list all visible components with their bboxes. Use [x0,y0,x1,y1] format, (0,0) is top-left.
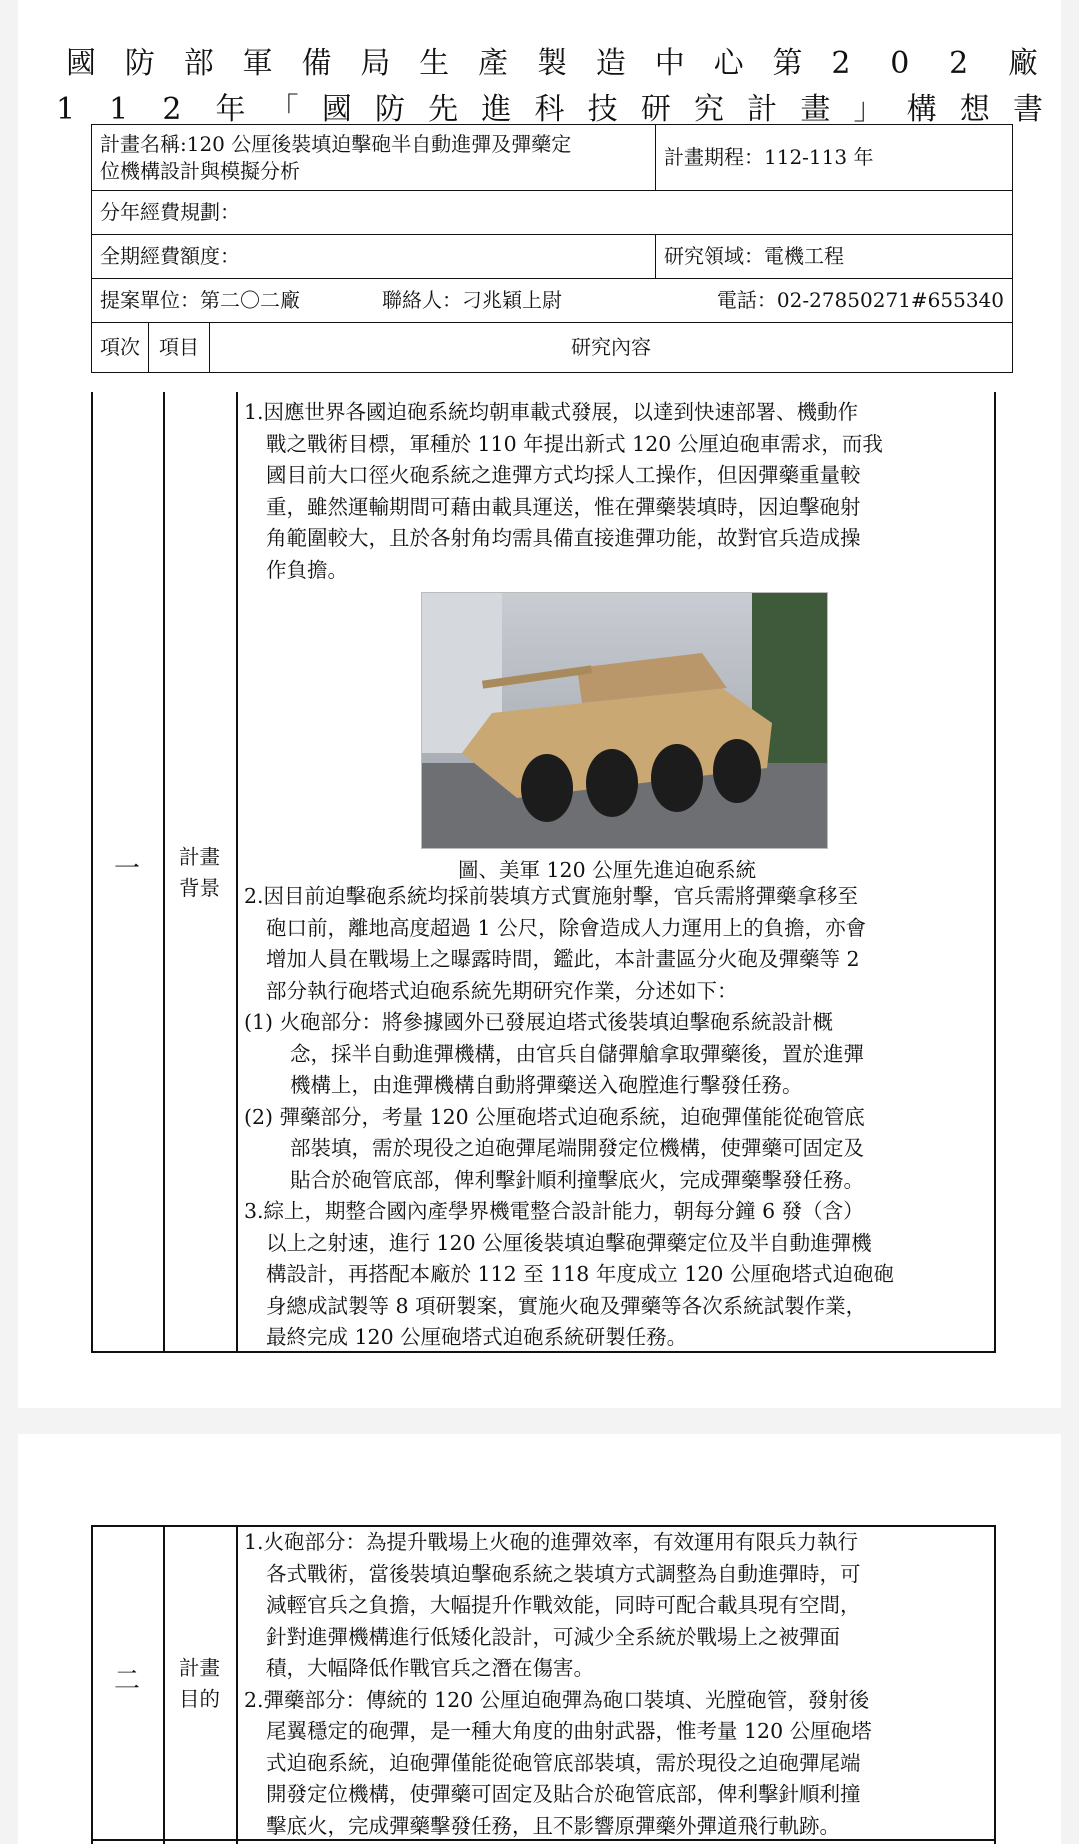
section-1-content-continued [244,881,992,1354]
paragraph-line: 砲口前，離地高度超過 1 公尺，除會造成人力運用上的負擔，亦會 [266,915,867,940]
mortar-vehicle-photo [421,592,828,849]
title-character: 想 [959,92,990,127]
research-field: 研究領域：電機工程 [656,235,1013,279]
proposing-unit: 提案單位：第二〇二廠 [100,288,300,312]
paragraph-line: 積，大幅降低作戰官兵之潛在傷害。 [266,1656,594,1680]
title-character: 心 [713,46,744,81]
paragraph-line: 國目前大口徑火砲系統之進彈方式均採人工操作，但因彈藥重量較 [266,463,861,487]
title-character: 書 [1013,92,1043,127]
paragraph-line: 部裝填，需於現役之迫砲彈尾端開發定位機構，使彈藥可固定及 [290,1136,864,1160]
paragraph-line: 2.因目前迫擊砲系統均採前裝填方式實施射擊，官兵需將彈藥拿移至 [244,884,859,908]
title-character: 產 [478,46,509,81]
paragraph-line: 機構上，由進彈機構自動將彈藥送入砲膛進行擊發任務。 [290,1073,803,1097]
title-character: 研 [640,92,671,127]
paragraph-line: 貼合於砲管底部，俾利擊針順利撞擊底火，完成彈藥擊發任務。 [290,1167,864,1192]
paragraph-line: (1) 火砲部分：將參據國外已發展迫塔式後裝填迫擊砲系統設計概 [244,1010,834,1034]
title-character: 局 [360,46,391,81]
column-header-content: 研究內容 [210,323,1013,373]
paragraph-line: 1.火砲部分：為提升戰場上火砲的進彈效率，有效運用有限兵力執行 [244,1530,859,1554]
paragraph-line: 開發定位機構，使彈藥可固定及貼合於砲管底部，俾利擊針順利撞 [266,1782,861,1806]
title-character: 軍 [242,46,273,81]
section-1-item-line-1: 計畫 [179,845,220,869]
title-character: 第 [772,46,803,81]
title-character: 部 [183,46,214,81]
paragraph-line: 2.彈藥部分：傳統的 120 公厘迫砲彈為砲口裝填、光膛砲管，發射後 [244,1687,870,1712]
paragraph-line: 針對進彈機構進行低矮化設計，可減少全系統於戰場上之被彈面 [266,1624,840,1649]
paragraph-line: 式迫砲系統，迫砲彈僅能從砲管底部裝填，需於現役之迫砲彈尾端 [266,1750,861,1775]
section-2-item [163,1653,236,1715]
title-character: 國 [66,46,96,81]
title-character: 造 [595,46,626,81]
title-character: 」 [853,92,884,127]
paragraph-line: 構設計，再搭配本廠於 112 至 118 年度成立 120 公厘砲塔式迫砲砲 [266,1262,894,1286]
total-budget: 全期經費額度： [92,235,656,279]
column-header-item: 項目 [149,323,210,373]
paragraph-line: 戰之戰術目標，軍種於 110 年提出新式 120 公厘迫砲車需求，而我 [266,431,883,456]
title-character: 畫 [800,92,831,127]
document-page-2 [18,1434,1061,1844]
paragraph-line: 各式戰術，當後裝填迫擊砲系統之裝填方式調整為自動進彈時，可 [266,1561,861,1586]
title-character: 2 [831,46,851,81]
contact-person: 聯絡人：刁兆穎上尉 [382,288,562,312]
section-2-number: 二 [113,1666,140,1696]
objective-paragraph-1 [244,1527,992,1685]
paragraph-line: 作負擔。 [266,557,348,582]
section-1-item [163,842,236,904]
paragraph-line: (2) 彈藥部分，考量 120 公厘砲塔式迫砲系統，迫砲彈僅能從砲管底 [244,1104,865,1129]
title-character: 科 [534,92,565,127]
background-paragraph-2 [244,881,992,1007]
paragraph-line: 尾翼穩定的砲彈，是一種大角度的曲射武器，惟考量 120 公厘砲塔 [266,1719,872,1743]
title-character: 2 [949,46,969,81]
title-character: 技 [587,92,618,127]
title-character: 先 [428,92,459,127]
plan-name-continued: 位機構設計與模擬分析 [100,158,300,183]
title-character: 進 [481,92,512,127]
title-character: 究 [694,92,724,127]
title-character: 防 [124,46,155,81]
title-character: 國 [321,92,352,127]
title-character: 年 [215,92,246,127]
section-1-item-line-2: 背景 [179,876,220,900]
paragraph-line: 3.綜上，期整合國內產學界機電整合設計能力，朝每分鐘 6 發（含） [244,1199,864,1223]
document-page-1 [18,0,1061,1408]
section-1-content [244,397,992,586]
paragraph-line: 以上之射速，進行 120 公厘後裝填迫擊砲彈藥定位及半自動進彈機 [266,1230,872,1255]
paragraph-line: 部分執行砲塔式迫砲系統先期研究作業，分述如下： [266,978,738,1003]
title-character: 備 [301,46,332,81]
title-character: 中 [654,46,685,81]
title-character: 0 [890,46,910,81]
title-character: 「 [268,92,299,127]
title-character: 計 [747,92,778,127]
paragraph-line: 重，雖然運輸期間可藉由載具運送，惟在彈藥裝填時，因迫擊砲射 [266,494,861,519]
section-1-number: 一 [113,854,140,884]
paragraph-line: 念，採半自動進彈機構，由官兵自儲彈艙拿取彈藥後，置於進彈 [290,1041,864,1066]
title-character: 生 [419,46,450,81]
title-character: 防 [375,92,405,127]
background-paragraph-3 [244,1007,992,1102]
title-character: 1 [56,92,76,127]
section-2-content [244,1527,992,1842]
column-header-number: 項次 [92,323,149,373]
plan-period: 計畫期程：112-113 年 [656,125,1013,191]
paragraph-line: 最終完成 120 公厘砲塔式迫砲系統研製任務。 [266,1325,688,1349]
background-paragraph-1 [244,397,992,586]
paragraph-line: 角範圍較大，且於各射角均需具備直接進彈功能，故對官兵造成操 [266,526,861,550]
paragraph-line: 減輕官兵之負擔，大幅提升作戰效能，同時可配合載具現有空間， [266,1593,861,1617]
paragraph-line: 1.因應世界各國迫砲系統均朝車載式發展，以達到快速部署、機動作 [244,400,859,424]
paragraph-line: 身總成試製等 8 項研製案，實施火砲及彈藥等各次系統試製作業， [266,1293,867,1318]
background-paragraph-5 [244,1196,992,1354]
objective-paragraph-2 [244,1685,992,1843]
paragraph-line: 增加人員在戰場上之曝露時間，鑑此，本計畫區分火砲及彈藥等 2 [266,947,860,971]
title-character: 1 [109,92,129,127]
phone-number: 電話：02-27850271#655340 [716,288,1004,312]
title-character: 2 [162,92,182,127]
title-character: 構 [906,92,937,127]
armored-vehicle-image [422,593,827,848]
background-paragraph-4 [244,1102,992,1197]
title-character: 廠 [1008,46,1038,81]
title-character: 製 [537,46,567,81]
plan-name: 計畫名稱:120 公厘後裝填迫擊砲半自動進彈及彈藥定 [100,131,572,156]
section-2-item-line-2: 目的 [179,1687,220,1711]
paragraph-line: 擊底火，完成彈藥擊發任務，且不影響原彈藥外彈道飛行軌跡。 [266,1813,840,1838]
section-2-item-line-1: 計畫 [179,1656,220,1680]
project-info-table [91,124,1013,373]
photo-caption: 圖、美軍 120 公厘先進迫砲系統 [458,858,757,882]
annual-budget: 分年經費規劃： [92,191,1013,235]
